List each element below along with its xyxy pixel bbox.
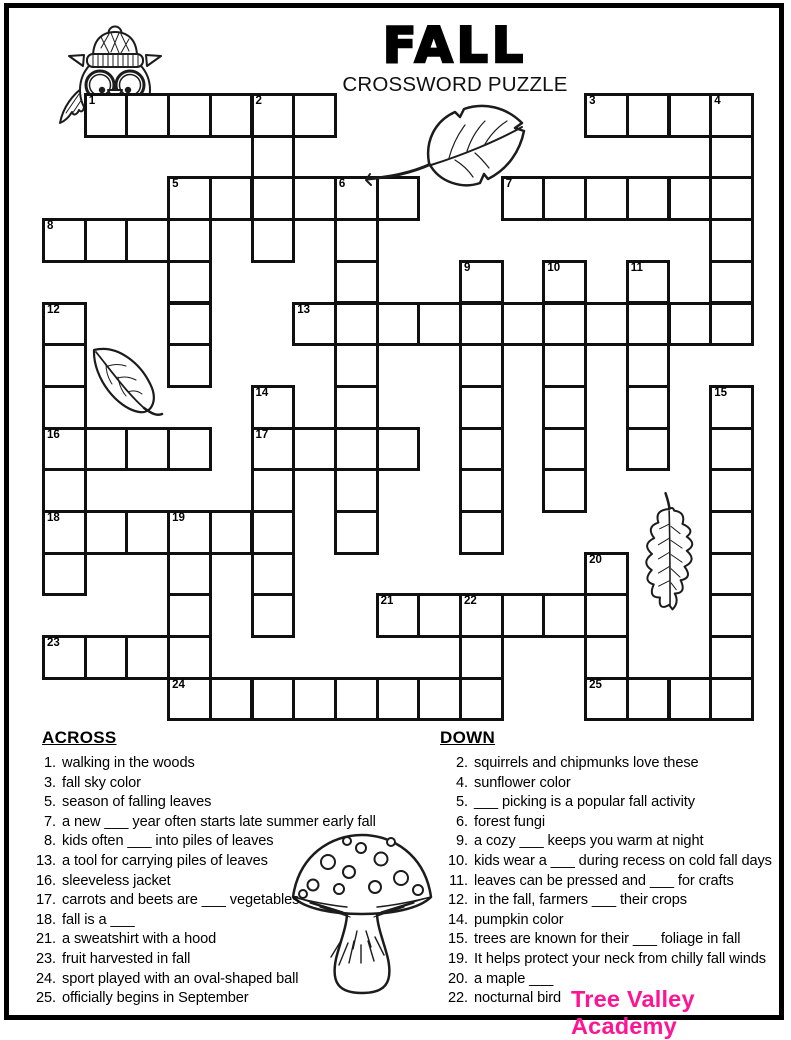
grid-cell[interactable] bbox=[42, 510, 87, 555]
clue-text: sunflower color bbox=[474, 774, 571, 791]
clue-text: a maple ___ bbox=[474, 970, 554, 987]
cell-number: 9 bbox=[464, 261, 471, 274]
grid-cell[interactable] bbox=[167, 93, 212, 138]
grid-cell[interactable] bbox=[417, 677, 462, 722]
grid-cell[interactable] bbox=[251, 135, 296, 180]
grid-cell[interactable] bbox=[251, 176, 296, 221]
grid-cell[interactable] bbox=[417, 302, 462, 347]
grid-cell[interactable] bbox=[42, 302, 87, 347]
grid-cell[interactable] bbox=[167, 510, 212, 555]
grid-cell[interactable] bbox=[626, 427, 671, 472]
cell-number: 10 bbox=[547, 261, 561, 274]
grid-cell[interactable] bbox=[251, 218, 296, 263]
clue-number: 8. bbox=[44, 833, 56, 850]
down-heading: DOWN bbox=[440, 728, 496, 747]
clue-item bbox=[33, 852, 433, 872]
clue-text: a cozy ___ keeps you warm at night bbox=[474, 833, 704, 850]
grid-cell[interactable] bbox=[626, 176, 671, 221]
grid-cell[interactable] bbox=[709, 677, 754, 722]
grid-cell[interactable] bbox=[584, 176, 629, 221]
page-subtitle: CROSSWORD PUZZLE bbox=[342, 73, 568, 97]
grid-cell[interactable] bbox=[626, 677, 671, 722]
grid-cell[interactable] bbox=[542, 468, 587, 513]
clue-number: 9. bbox=[456, 833, 468, 850]
clue-item bbox=[444, 891, 789, 911]
grid-cell[interactable] bbox=[251, 468, 296, 513]
clue-text: walking in the woods bbox=[62, 755, 195, 771]
grid-cell[interactable] bbox=[167, 343, 212, 388]
grid-cell[interactable] bbox=[709, 510, 754, 555]
grid-cell[interactable] bbox=[167, 176, 212, 221]
clue-text: ___ picking is a popular fall activity bbox=[474, 794, 695, 811]
clue-number: 24. bbox=[36, 970, 56, 987]
clue-number: 4. bbox=[456, 774, 468, 791]
grid-cell[interactable] bbox=[209, 677, 254, 722]
grid-cell[interactable] bbox=[251, 593, 296, 638]
grid-cell[interactable] bbox=[626, 302, 671, 347]
clue-item bbox=[444, 911, 789, 931]
grid-cell[interactable] bbox=[42, 552, 87, 597]
grid-cell[interactable] bbox=[334, 218, 379, 263]
down-clues-section bbox=[440, 728, 789, 1009]
grid-cell[interactable] bbox=[292, 93, 337, 138]
grid-cell[interactable] bbox=[709, 635, 754, 680]
clue-text: kids wear a ___ during recess on cold fall days bbox=[474, 852, 772, 869]
grid-cell[interactable] bbox=[125, 93, 170, 138]
clue-number: 19. bbox=[448, 950, 468, 967]
grid-cell[interactable] bbox=[542, 427, 587, 472]
cell-number: 24 bbox=[172, 678, 185, 691]
cell-number: 5 bbox=[172, 178, 179, 191]
grid-cell[interactable] bbox=[668, 677, 713, 722]
grid-cell[interactable] bbox=[459, 302, 504, 347]
grid-cell[interactable] bbox=[167, 677, 212, 722]
clue-number: 16. bbox=[36, 872, 56, 889]
clue-item bbox=[33, 793, 433, 813]
clue-number: 21. bbox=[36, 931, 56, 948]
grid-cell[interactable] bbox=[292, 302, 337, 347]
grid-cell[interactable] bbox=[251, 552, 296, 597]
cell-number: 3 bbox=[589, 95, 596, 107]
grid-cell[interactable] bbox=[584, 302, 629, 347]
clue-number: 10. bbox=[448, 852, 468, 869]
across-heading: ACROSS bbox=[42, 728, 117, 747]
clue-text: a sweatshirt with a hood bbox=[62, 931, 217, 948]
grid-cell[interactable] bbox=[584, 593, 629, 638]
cell-number: 17 bbox=[255, 428, 269, 441]
grid-cell[interactable] bbox=[542, 343, 587, 388]
clue-number: 18. bbox=[36, 911, 56, 928]
grid-cell[interactable] bbox=[459, 427, 504, 472]
grid-cell[interactable] bbox=[334, 260, 379, 305]
clue-number: 5. bbox=[456, 794, 468, 811]
grid-cell[interactable] bbox=[209, 176, 254, 221]
grid-cell[interactable] bbox=[709, 218, 754, 263]
clue-item bbox=[33, 950, 433, 970]
clue-item bbox=[444, 774, 789, 794]
grid-cell[interactable] bbox=[84, 510, 129, 555]
clue-number: 20. bbox=[448, 970, 468, 987]
grid-cell[interactable] bbox=[42, 385, 87, 430]
clue-text: season of falling leaves bbox=[62, 794, 212, 811]
clue-item bbox=[33, 891, 433, 911]
grid-cell[interactable] bbox=[42, 635, 87, 680]
clue-text: a new ___ year often starts late summer early fall bbox=[62, 813, 376, 830]
clue-item bbox=[444, 872, 789, 892]
clue-text: forest fungi bbox=[474, 813, 545, 830]
clue-item bbox=[33, 754, 433, 774]
grid-cell[interactable] bbox=[42, 218, 87, 263]
grid-cell[interactable] bbox=[459, 510, 504, 555]
grid-cell[interactable] bbox=[334, 385, 379, 430]
clue-item bbox=[444, 950, 789, 970]
grid-cell[interactable] bbox=[376, 427, 421, 472]
grid-cell[interactable] bbox=[209, 93, 254, 138]
grid-cell[interactable] bbox=[125, 635, 170, 680]
grid-cell[interactable] bbox=[709, 176, 754, 221]
cell-number: 14 bbox=[255, 386, 269, 399]
cell-number: 19 bbox=[172, 512, 185, 524]
clue-text: sleeveless jacket bbox=[62, 872, 171, 889]
cell-number: 25 bbox=[589, 678, 602, 691]
grid-cell[interactable] bbox=[84, 635, 129, 680]
clue-item bbox=[33, 911, 433, 931]
cell-number: 13 bbox=[297, 303, 310, 316]
cell-number: 20 bbox=[589, 553, 602, 566]
clue-text: fall sky color bbox=[62, 774, 141, 791]
birch-leaf-icon bbox=[86, 344, 164, 424]
grid-cell[interactable] bbox=[709, 260, 754, 305]
grid-cell[interactable] bbox=[42, 427, 87, 472]
clue-number: 3. bbox=[44, 774, 56, 791]
maple-leaf-icon bbox=[363, 97, 535, 193]
clue-item bbox=[444, 852, 789, 872]
grid-cell[interactable] bbox=[125, 218, 170, 263]
clue-item bbox=[33, 970, 433, 990]
grid-cell[interactable] bbox=[459, 593, 504, 638]
brand-logo: Tree Valley Academy bbox=[571, 986, 695, 1039]
cell-number: 23 bbox=[47, 637, 60, 650]
grid-cell[interactable] bbox=[84, 218, 129, 263]
grid-cell[interactable] bbox=[709, 427, 754, 472]
clue-text: nocturnal bird bbox=[474, 990, 562, 1007]
grid-cell[interactable] bbox=[167, 427, 212, 472]
grid-cell[interactable] bbox=[334, 677, 379, 722]
grid-cell[interactable] bbox=[626, 385, 671, 430]
clue-item bbox=[444, 930, 789, 950]
grid-cell[interactable] bbox=[251, 93, 296, 138]
grid-cell[interactable] bbox=[459, 385, 504, 430]
grid-cell[interactable] bbox=[167, 593, 212, 638]
grid-cell[interactable] bbox=[668, 176, 713, 221]
grid-cell[interactable] bbox=[376, 593, 421, 638]
grid-cell[interactable] bbox=[251, 677, 296, 722]
grid-cell[interactable] bbox=[584, 93, 629, 138]
cell-number: 15 bbox=[714, 386, 727, 399]
page-title: FALL bbox=[382, 17, 528, 74]
cell-number: 12 bbox=[47, 303, 60, 316]
grid-cell[interactable] bbox=[501, 302, 546, 347]
clue-number: 7. bbox=[44, 813, 56, 830]
grid-cell[interactable] bbox=[542, 302, 587, 347]
grid-cell[interactable] bbox=[709, 93, 754, 138]
grid-cell[interactable] bbox=[334, 343, 379, 388]
clue-item bbox=[33, 774, 433, 794]
clue-text: squirrels and chipmunks love these bbox=[474, 755, 699, 771]
cell-number: 6 bbox=[338, 178, 346, 191]
clue-item bbox=[444, 754, 789, 774]
grid-cell[interactable] bbox=[459, 677, 504, 722]
clue-item bbox=[444, 813, 789, 833]
cell-number: 11 bbox=[630, 261, 643, 274]
clue-number: 12. bbox=[448, 892, 468, 909]
grid-cell[interactable] bbox=[626, 93, 671, 138]
grid-cell[interactable] bbox=[668, 93, 713, 138]
clue-number: 11. bbox=[449, 872, 468, 889]
grid-cell[interactable] bbox=[209, 510, 254, 555]
clue-text: sport played with an oval-shaped ball bbox=[62, 970, 299, 987]
grid-cell[interactable] bbox=[334, 468, 379, 513]
grid-cell[interactable] bbox=[42, 343, 87, 388]
oak-leaf-icon bbox=[628, 492, 704, 632]
clue-item bbox=[33, 930, 433, 950]
clue-number: 15. bbox=[448, 931, 468, 948]
across-clue-list bbox=[33, 754, 433, 1009]
clue-text: fruit harvested in fall bbox=[62, 950, 191, 967]
grid-cell[interactable] bbox=[709, 593, 754, 638]
grid-cell[interactable] bbox=[251, 510, 296, 555]
grid-cell[interactable] bbox=[459, 260, 504, 305]
clue-item bbox=[33, 813, 433, 833]
down-clue-list bbox=[444, 754, 789, 1009]
grid-cell[interactable] bbox=[167, 218, 212, 263]
clue-number: 2. bbox=[456, 755, 468, 771]
grid-cell[interactable] bbox=[292, 176, 337, 221]
grid-cell[interactable] bbox=[542, 260, 587, 305]
clue-number: 5. bbox=[44, 794, 56, 811]
clue-item bbox=[33, 872, 433, 892]
grid-cell[interactable] bbox=[709, 135, 754, 180]
cell-number: 16 bbox=[47, 428, 60, 441]
clue-number: 17. bbox=[36, 892, 56, 909]
grid-cell[interactable] bbox=[84, 427, 129, 472]
across-clues-section bbox=[33, 728, 433, 1009]
clue-item bbox=[33, 832, 433, 852]
grid-cell[interactable] bbox=[626, 260, 671, 305]
cell-number: 1 bbox=[88, 95, 96, 107]
clue-item bbox=[444, 832, 789, 852]
grid-cell[interactable] bbox=[626, 343, 671, 388]
grid-cell[interactable] bbox=[709, 385, 754, 430]
grid-cell[interactable] bbox=[376, 677, 421, 722]
grid-cell[interactable] bbox=[292, 677, 337, 722]
cell-number: 4 bbox=[714, 95, 721, 107]
cell-number: 22 bbox=[464, 595, 477, 608]
clue-number: 13. bbox=[36, 852, 56, 869]
grid-cell[interactable] bbox=[542, 385, 587, 430]
clue-text: leaves can be pressed and ___ for crafts bbox=[474, 872, 734, 889]
grid-cell[interactable] bbox=[125, 427, 170, 472]
cell-number: 18 bbox=[47, 512, 60, 524]
clue-item bbox=[33, 989, 433, 1009]
grid-cell[interactable] bbox=[167, 260, 212, 305]
clue-text: trees are known for their ___ foliage in fall bbox=[474, 931, 741, 948]
cell-number: 21 bbox=[380, 595, 394, 608]
grid-cell[interactable] bbox=[501, 593, 546, 638]
clue-item bbox=[444, 793, 789, 813]
grid-cell[interactable] bbox=[334, 302, 379, 347]
grid-cell[interactable] bbox=[709, 552, 754, 597]
grid-cell[interactable] bbox=[125, 510, 170, 555]
clue-text: carrots and beets are ___ vegetables bbox=[62, 892, 300, 909]
clue-text: fall is a ___ bbox=[62, 911, 135, 928]
grid-cell[interactable] bbox=[292, 427, 337, 472]
grid-cell[interactable] bbox=[459, 343, 504, 388]
grid-cell[interactable] bbox=[251, 427, 296, 472]
grid-cell[interactable] bbox=[167, 552, 212, 597]
clue-number: 14. bbox=[448, 911, 468, 928]
grid-cell[interactable] bbox=[42, 468, 87, 513]
grid-cell[interactable] bbox=[459, 468, 504, 513]
grid-cell[interactable] bbox=[167, 302, 212, 347]
clue-text: pumpkin color bbox=[474, 911, 564, 928]
clue-number: 23. bbox=[36, 950, 56, 967]
grid-cell[interactable] bbox=[542, 593, 587, 638]
clue-text: a tool for carrying piles of leaves bbox=[62, 852, 268, 869]
grid-cell[interactable] bbox=[584, 552, 629, 597]
grid-cell[interactable] bbox=[376, 302, 421, 347]
grid-cell[interactable] bbox=[334, 510, 379, 555]
grid-cell[interactable] bbox=[417, 593, 462, 638]
clue-number: 25. bbox=[36, 990, 56, 1007]
cell-number: 2 bbox=[255, 95, 262, 107]
grid-cell[interactable] bbox=[251, 385, 296, 430]
cell-number: 8 bbox=[47, 220, 54, 233]
grid-cell[interactable] bbox=[668, 302, 713, 347]
page-header bbox=[320, 17, 590, 97]
clue-text: officially begins in September bbox=[62, 990, 249, 1007]
grid-cell[interactable] bbox=[84, 93, 129, 138]
clue-number: 6. bbox=[456, 813, 468, 830]
clue-number: 1. bbox=[44, 755, 56, 771]
clue-text: kids often ___ into piles of leaves bbox=[62, 833, 274, 850]
clue-text: It helps protect your neck from chilly fall winds bbox=[474, 950, 766, 967]
clue-text: in the fall, farmers ___ their crops bbox=[474, 892, 687, 909]
grid-cell[interactable] bbox=[542, 176, 587, 221]
clue-number: 22. bbox=[448, 990, 468, 1007]
grid-cell[interactable] bbox=[709, 468, 754, 513]
grid-cell[interactable] bbox=[167, 635, 212, 680]
grid-cell[interactable] bbox=[584, 677, 629, 722]
grid-cell[interactable] bbox=[459, 635, 504, 680]
grid-cell[interactable] bbox=[584, 635, 629, 680]
cell-number: 7 bbox=[505, 178, 513, 191]
grid-cell[interactable] bbox=[334, 427, 379, 472]
grid-cell[interactable] bbox=[709, 302, 754, 347]
